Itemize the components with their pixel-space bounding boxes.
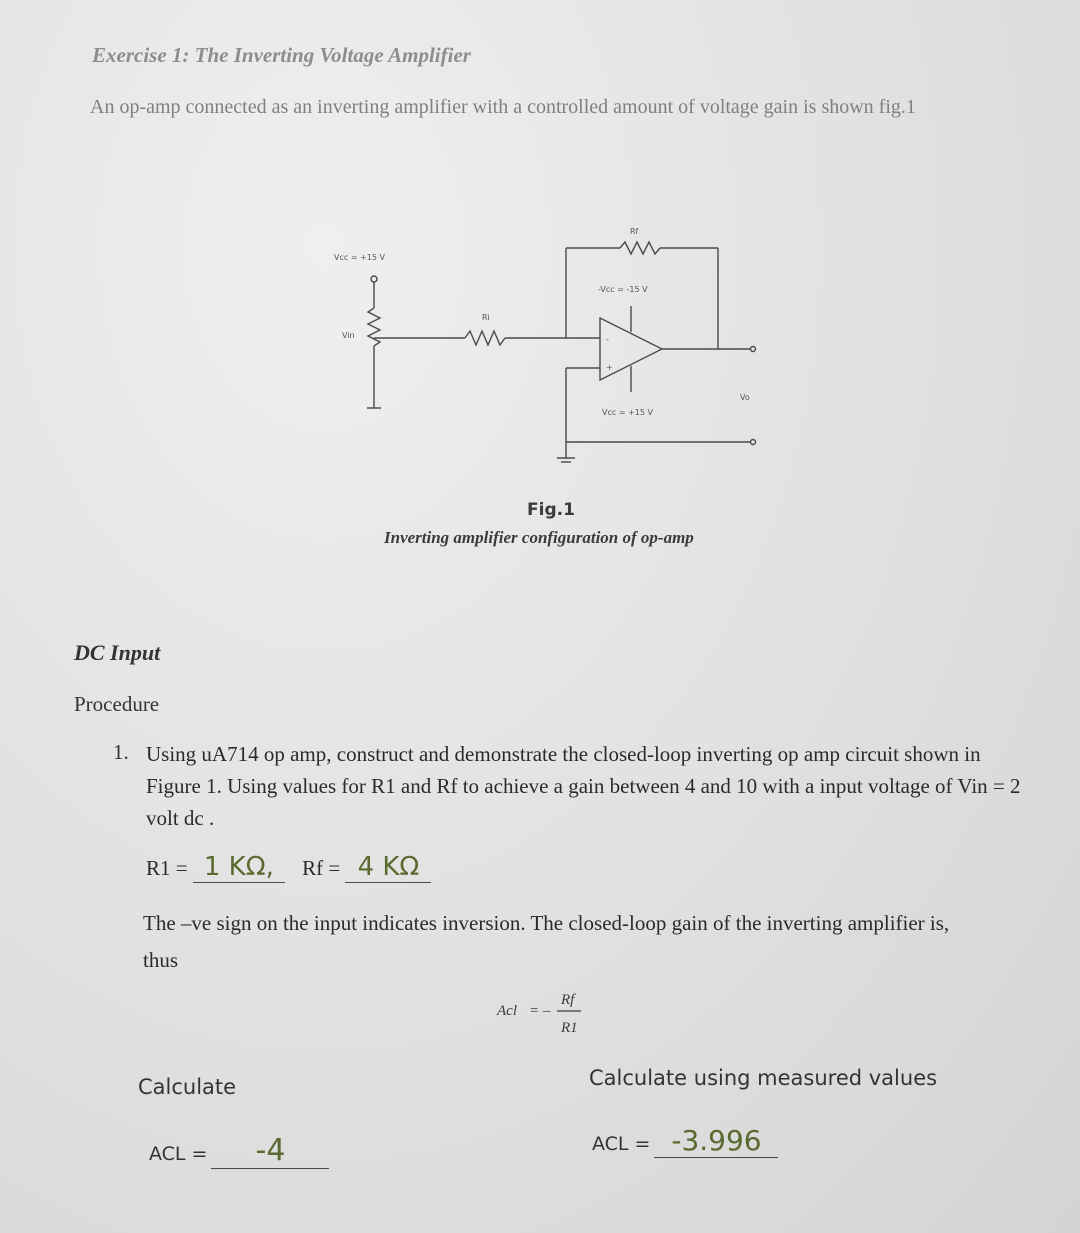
calculated-gain-label: ACL =	[149, 1143, 208, 1165]
exercise-title: Exercise 1: The Inverting Voltage Amplifier	[92, 43, 471, 67]
r1-label: R1 =	[146, 856, 188, 880]
inverting-input-sign: -	[606, 335, 609, 344]
gain-formula	[495, 985, 605, 1045]
procedure-heading: Procedure	[74, 692, 160, 716]
ri-resistor	[465, 331, 505, 345]
vcc-left-label: Vcc = +15 V	[334, 253, 385, 262]
ri-label: Ri	[482, 313, 490, 322]
vin-label: Vin	[342, 331, 355, 340]
ground-terminal	[751, 440, 756, 445]
figure-number: Fig.1	[527, 500, 575, 520]
dc-input-heading: DC Input	[74, 640, 161, 665]
rf-handwritten-value: 4 KΩ	[345, 852, 431, 883]
step-1-text: Using uA714 op amp, construct and demonstrate the closed-loop inverting op amp circuit shown in Figure 1. Using values for R1 and Rf to achieve a gain between 4 and 10 with a input voltage of Vin = 2 volt dc .	[146, 742, 1021, 830]
rf-label: Rf	[630, 227, 639, 236]
formula-denominator: R1	[561, 1020, 578, 1036]
calculate-heading: Calculate	[138, 1075, 237, 1099]
formula-numerator: Rf	[561, 992, 575, 1008]
formula-lhs: Acl	[497, 1003, 517, 1019]
resistor-values-line	[146, 852, 431, 883]
measured-gain-value: -3.996	[654, 1124, 778, 1158]
measured-gain-line	[592, 1124, 778, 1158]
inversion-text: The –ve sign on the input indicates inversion. The closed-loop gain of the inverting amplifier is, thus	[143, 911, 950, 972]
calculated-gain-value: -4	[211, 1133, 329, 1169]
input-potentiometer	[368, 308, 380, 346]
inverting-amplifier-circuit	[330, 220, 780, 470]
calculate-measured-heading: Calculate using measured values	[589, 1066, 938, 1090]
intro-text: An op-amp connected as an inverting amplifier with a controlled amount of voltage gain is shown fig.1	[90, 96, 916, 118]
noninverting-input-sign: +	[606, 363, 613, 372]
source-top-terminal	[371, 276, 377, 282]
vcc-bottom-label: Vcc = +15 V	[602, 408, 653, 417]
formula-eq: = –	[529, 1003, 551, 1019]
r1-handwritten-value: 1 KΩ,	[193, 852, 285, 883]
rf-label: Rf =	[302, 856, 341, 880]
rf-resistor	[620, 242, 660, 254]
calculated-gain-line	[149, 1133, 329, 1169]
step-number: 1.	[113, 740, 129, 764]
figure-caption: Inverting amplifier configuration of op-amp	[384, 528, 694, 547]
vee-label: -Vcc = -15 V	[598, 285, 648, 294]
output-terminal	[751, 347, 756, 352]
vo-label: Vo	[740, 393, 750, 402]
measured-gain-label: ACL =	[592, 1133, 651, 1155]
